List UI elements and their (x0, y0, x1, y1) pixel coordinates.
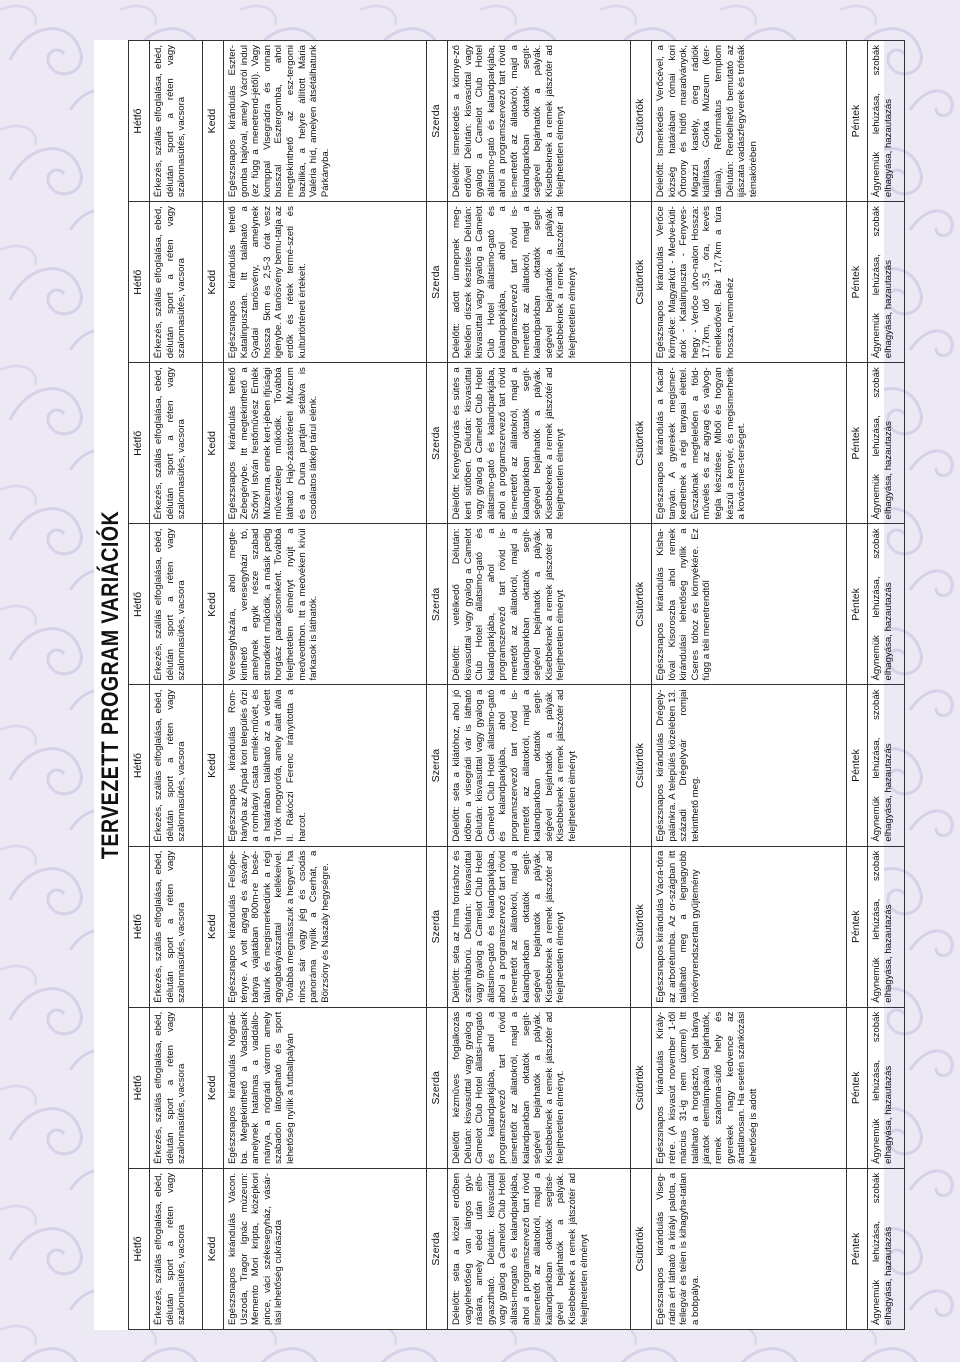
wednesday-program: Délelőtt: séta a kilátóhoz, ahol jó időben a visegrádi vár is látható Délután: kisvasúttal vagy gyalog a Camelot Club Hotel állatsimo-gató és kalandparkjába, ahol a programszervező tart rövid is-mertetőt az állatokról, majd a kalandparkban oktatók segít-ségével bejárhatók a pályák. Kisebbeknek a remek játszótér ad felejthetetlen élményt (448, 685, 631, 846)
table-row (631, 41, 652, 1330)
monday-program: Érkezés, szállás elfoglalása, ebéd, délután sport a réten vagy szalonnasütés, vacsora (150, 202, 203, 363)
day-header-monday: Hétfő (129, 1168, 150, 1329)
day-header-thursday: Csütörtök (631, 685, 652, 846)
day-header-friday: Péntek (847, 685, 868, 846)
table-row (129, 41, 150, 1330)
day-header-monday: Hétfő (129, 1007, 150, 1168)
day-header-tuesday: Kedd (203, 846, 224, 1007)
tuesday-program: Veresegyházára, ahol megte-kinthető a veresegyházi tó, amelynek egyik része szabad strandként működik, a másik pedig horgász paradicsomként. Továbbá felejthetetlen élményt nyújt a medveotthon. Itt a medvéken kívül farkasok is láthatók. (224, 524, 427, 685)
table-row (448, 41, 631, 1330)
day-header-friday: Péntek (847, 363, 868, 524)
tuesday-program: Egészsnapos kirándulás tehető Katalinpusztán. Itt található a Gyadai tanösvény, amelynek hossza 5km és 2,5-3 órát vesz igénybe. A tanösvény bemu-tatja az erdők és rétek termé-szeti és kultúrtörténeti értékeit. (224, 202, 427, 363)
day-header-wednesday: Szerda (427, 41, 448, 202)
day-header-tuesday: Kedd (203, 363, 224, 524)
day-header-monday: Hétfő (129, 363, 150, 524)
table-row (427, 41, 448, 1330)
day-header-monday: Hétfő (129, 41, 150, 202)
wednesday-program: Délelőtt: adott ünnepnek meg-felelően díszek készítése Délután: kisvasúttal vagy gyalog a Camelot Club Hotel állatsimo-gató és kalandparkjába, ahol a programszervező tart rövid is-mertetőt az állatokról, majd a kalandparkban oktatók segít-ségével bejárhatók a pályák. Kisebbeknek a remek játszótér ad felejthetetlen élményt (448, 202, 631, 363)
day-header-wednesday: Szerda (427, 1168, 448, 1329)
wednesday-program: Délelőtt: vetélkedő Délután: kisvasúttal vagy gyalog a Camelot Club Hotel állatsimo-gató és kalandparkjába, ahol a programszervező tart rövid is-mertetőt az állatokról, majd a kalandparkban oktatók segít-ségével bejárhatók a pályák. Kisebbeknek a remek játszótér ad felejthetetlen élményt (448, 524, 631, 685)
day-header-wednesday: Szerda (427, 846, 448, 1007)
day-header-monday: Hétfő (129, 524, 150, 685)
day-header-wednesday: Szerda (427, 202, 448, 363)
thursday-program: Egészsnapos kirándulás Király-rétre. (A kisvasút november 1-től március 31-ig nem üzemel) Itt található a horgásztó, volt bánya járatok elemlámpával bejárhatók, remek szalonna-sütő hely és gyerekek nagy kedvence az ártatlanosan. Ha esetén szánkózási lehetőség is adott (652, 1007, 847, 1168)
day-header-thursday: Csütörtök (631, 202, 652, 363)
day-header-tuesday: Kedd (203, 1168, 224, 1329)
friday-program: Ágynemük lehúzása, szobák elhagyása, hazautazás (868, 1168, 905, 1329)
friday-program: Ágynemük lehúzása, szobák elhagyása, hazautazás (868, 1007, 905, 1168)
program-sheet (94, 40, 894, 1330)
friday-program: Ágynemük lehúzása, szobák elhagyása, hazautazás (868, 202, 905, 363)
day-header-friday: Péntek (847, 846, 868, 1007)
friday-program: Ágynemük lehúzása, szobák elhagyása, hazautazás (868, 846, 905, 1007)
tuesday-program: Egészsnapos kirándulás Nógrád-ba. Megtekinthető a Vadaspark amelynek hatalmas a vaddállo-mánya, a nógrádi várrom amely szabadon látogatható és sport lehetőség nyílik a futballpályán (224, 1007, 427, 1168)
day-header-thursday: Csütörtök (631, 524, 652, 685)
thursday-program: Délelőtt: Ismerkedés Verőcével, a község határában római kori Őrtorony és hídfő maradványok, Migazzi kastély, öreg rádiók kiállítása, Gorka Múzeum (ker-támia), Református templom Délután: Rendelhető bemutató az ijászata vadászfegyverek és trófeák témakörében (652, 41, 847, 202)
page-title: TERVEZETT PROGRAM VARIÁCIÓK (97, 510, 124, 860)
day-header-monday: Hétfő (129, 846, 150, 1007)
day-header-monday: Hétfő (129, 685, 150, 846)
wednesday-program: Délelőtt: ismerkedés a környe-ző erdővel Délután: kisvasúttal vagy gyalog a Camelot Club Hotel állatsimo-gató és kalandparkjába, ahol a programszervező tart rövid is-mertetőt az állatokról, majd a kalandparkban oktatók segít-ségével bejárhatók a pályák. Kisebbeknek a remek játszótér ad felejthetetlen élményt (448, 41, 631, 202)
table-row (150, 41, 203, 1330)
wednesday-program: Délelőtt: Kenyérgyúrás és sütés a kerti sütőben. Délután: kisvasúttal vagy gyalog a Camelot Club Hotel állatsimo-gató és kalandparkjába, ahol a programszervező tart rövid is-mertetőt az állatokról, majd a kalandparkban oktatók segít-ségével bejárhatók a pályák. Kisebbeknek a remek játszótér ad felejthetetlen élményt (448, 363, 631, 524)
thursday-program: Egészsnapos kirándulás Drégely-palánkra. A település közelében 13. századi Drégelyvár romjai tekinthető meg. (652, 685, 847, 846)
monday-program: Érkezés, szállás elfoglalása, ebéd, délután sport a réten vagy szalonnasütés, vacsora (150, 524, 203, 685)
day-header-friday: Péntek (847, 202, 868, 363)
day-header-wednesday: Szerda (427, 363, 448, 524)
tuesday-program: Egészsnapos kirándulás Felsőpe-tényre. A volt agyag és ásvány-bánya vájatában 800m-re besé-tálunk és megismerkedünk a régi agyagbányászattal kellékeivel. Továbbá megmásszuk a hegyet, ha nincs sár vagy jég és csodás panoráma nyílik a Cserhát, a Börzsöny és Naszály hegységre. (224, 846, 427, 1007)
monday-program: Érkezés, szállás elfoglalása, ebéd, délután sport a réten vagy szalonnasütés, vacsora (150, 363, 203, 524)
program-table (128, 40, 905, 1330)
day-header-thursday: Csütörtök (631, 41, 652, 202)
day-header-thursday: Csütörtök (631, 363, 652, 524)
table-row (847, 41, 868, 1330)
friday-program: Ágynemük lehúzása, szobák elhagyása, hazautazás (868, 524, 905, 685)
day-header-thursday: Csütörtök (631, 1007, 652, 1168)
wednesday-program: Délelőtt: séta a közeli erdőben vagylehetőség van lángos gyú-rására, amely ebéd után elfo-gyasztható. Délután: kisvasúttal vagy gyalog a Camelot Club Hotel állatsi-mogató és kalandparkjába, ahol a programszervező tart rövid ismertetőt az állatokról, majd a kalandparkban oktatók segítsé-gével bejárhatók a pályák. Kisebbeknek a remek játszótér ad felejthetetlen élményt (448, 1168, 631, 1329)
day-header-tuesday: Kedd (203, 202, 224, 363)
table-row (224, 41, 427, 1330)
day-header-wednesday: Szerda (427, 685, 448, 846)
day-header-thursday: Csütörtök (631, 846, 652, 1007)
friday-program: Ágynemük lehúzása, szobák elhagyása, hazautazás (868, 685, 905, 846)
tuesday-program: Egészsnapos kirándulás Vácon. Uszoda, Tragor Ignác múzeum: Memento Mori kripta, középkori pince, váci székesegyház, vásár-lási lehetőség cukrászda (224, 1168, 427, 1329)
wednesday-program: Délelőtt: séta az Irma forráshoz és számháború. Délután: kisvasúttal vagy gyalog a Camelot Club Hotel állatsimo-gató és kalandparkjába, ahol a programszervező tart rövid is-mertetőt az állatokról, majd a kalandparkban oktatók segít-ségével bejárhatók a pályák. Kisebbeknek a remek játszótér ad felejthetetlen élményt (448, 846, 631, 1007)
wednesday-program: Délelőtt kézműves foglalkozás Délután: kisvasúttal vagy gyalog a Camelot Club Hotel állatsi-mogató és kalandparkjába, ahol a programszervező tart rövid ismertetőt az állatokról, majd a kalandparkban oktatók segít-ségével bejárhatók a pályák. Kisebbeknek a remek játszótér ad felejthetetlen élményt. (448, 1007, 631, 1168)
thursday-program: Egészsnapos kirándulás Kisha-lóval Kisoroszba ahol remek kirándulási lehetőség nyílik a Cseres tóhoz és környékére. Ez függ a téli menetrendtől (652, 524, 847, 685)
table-row (203, 41, 224, 1330)
monday-program: Érkezés, szállás elfoglalása, ebéd, délután sport a réten vagy szalonnasütés, vacsora (150, 1007, 203, 1168)
rotated-page-content (94, 40, 894, 1330)
day-header-thursday: Csütörtök (631, 1168, 652, 1329)
monday-program: Érkezés, szállás elfoglalása, ebéd, délután sport a réten vagy szalonnasütés, vacsora (150, 846, 203, 1007)
thursday-program: Egészsnapos kirándulás Viseg-rádra ért látható a királyi palota, a fellegvár és télen is kihagyha-tatlan a bobpálya. (652, 1168, 847, 1329)
day-header-friday: Péntek (847, 524, 868, 685)
day-header-tuesday: Kedd (203, 524, 224, 685)
table-row (868, 41, 905, 1330)
thursday-program: Egészsnapos kirándulás a Kacár tanyán. A gyerekek megismer-kedhetnek a régi tanyasi élettel. Évszaknak megfelelően a föld-művelés és az agyag és vályog-tégla készítése. Miből és hogyan készül a kenyér, és megismerhetik a kovácsmes-terséget. (652, 363, 847, 524)
day-header-friday: Péntek (847, 41, 868, 202)
table-row (652, 41, 847, 1330)
day-header-friday: Péntek (847, 1007, 868, 1168)
monday-program: Érkezés, szállás elfoglalása, ebéd, délután sport a réten vagy szalonnasütés, vacsora (150, 1168, 203, 1329)
day-header-monday: Hétfő (129, 202, 150, 363)
thursday-program: Egészsnapos kirándulás Verőce környéke: Magyarkút - Medve-kúti-árok - Katalinpuszta - Fenyves-hegy - Verőce útvo-nalon Hossza: 17,7km, idő 3,5 óra, kevés emelkedővel. Bár 17,7km a túra hossza, nemnehéz (652, 202, 847, 363)
monday-program: Érkezés, szállás elfoglalása, ebéd, délután sport a réten vagy szalonnasütés, vacsora (150, 685, 203, 846)
day-header-tuesday: Kedd (203, 41, 224, 202)
day-header-tuesday: Kedd (203, 685, 224, 846)
tuesday-program: Egészsnapos kirándulás Rom-hányba az Árpád kori település őrzi a romhányi csata emlék-művét, és a határában található az a védett Török mogyorófa, amely alatt állva II. Rákóczi Ferenc irányította a harcot. (224, 685, 427, 846)
thursday-program: Egészsnapos kirándulás Vácrá-tóra az arborétumba. Az or-szágban itt található meg a legnagyobb növényrendszertan gyűjtemény (652, 846, 847, 1007)
day-header-friday: Péntek (847, 1168, 868, 1329)
tuesday-program: Egészsnapos kirándulás tehető Zebegénybe. Itt megtekinthető a Szőnyi István festőművész Emlék Múzeuma, ennek kert-jében ifjúsági művésztelep működik. Továbbá látható Hajó-zástörténeti Múzeum és a Duna partján sétálva is csodálatos látkép tárul elénk. (224, 363, 427, 524)
monday-program: Érkezés, szállás elfoglalása, ebéd, délután sport a réten vagy szalonnasütés, vacsora (150, 41, 203, 202)
tuesday-program: Egészsnapos kirándulás Eszter-gomba hajóval, amely Vácról indul (ez függ a menetrend-jétől). Vagy komppal Visegrádra és onnan busszal Esztergomba, ahol megtekinthető az esz-tergomi bazilika, a helyre állított Mária Valéria híd, amelyen átsétálhatunk Párkányba. (224, 41, 427, 202)
day-header-wednesday: Szerda (427, 524, 448, 685)
day-header-wednesday: Szerda (427, 1007, 448, 1168)
day-header-tuesday: Kedd (203, 1007, 224, 1168)
friday-program: Ágynemük lehúzása, szobák elhagyása, hazautazás (868, 363, 905, 524)
friday-program: Ágynemük lehúzása, szobák elhagyása, hazautazás (868, 41, 905, 202)
